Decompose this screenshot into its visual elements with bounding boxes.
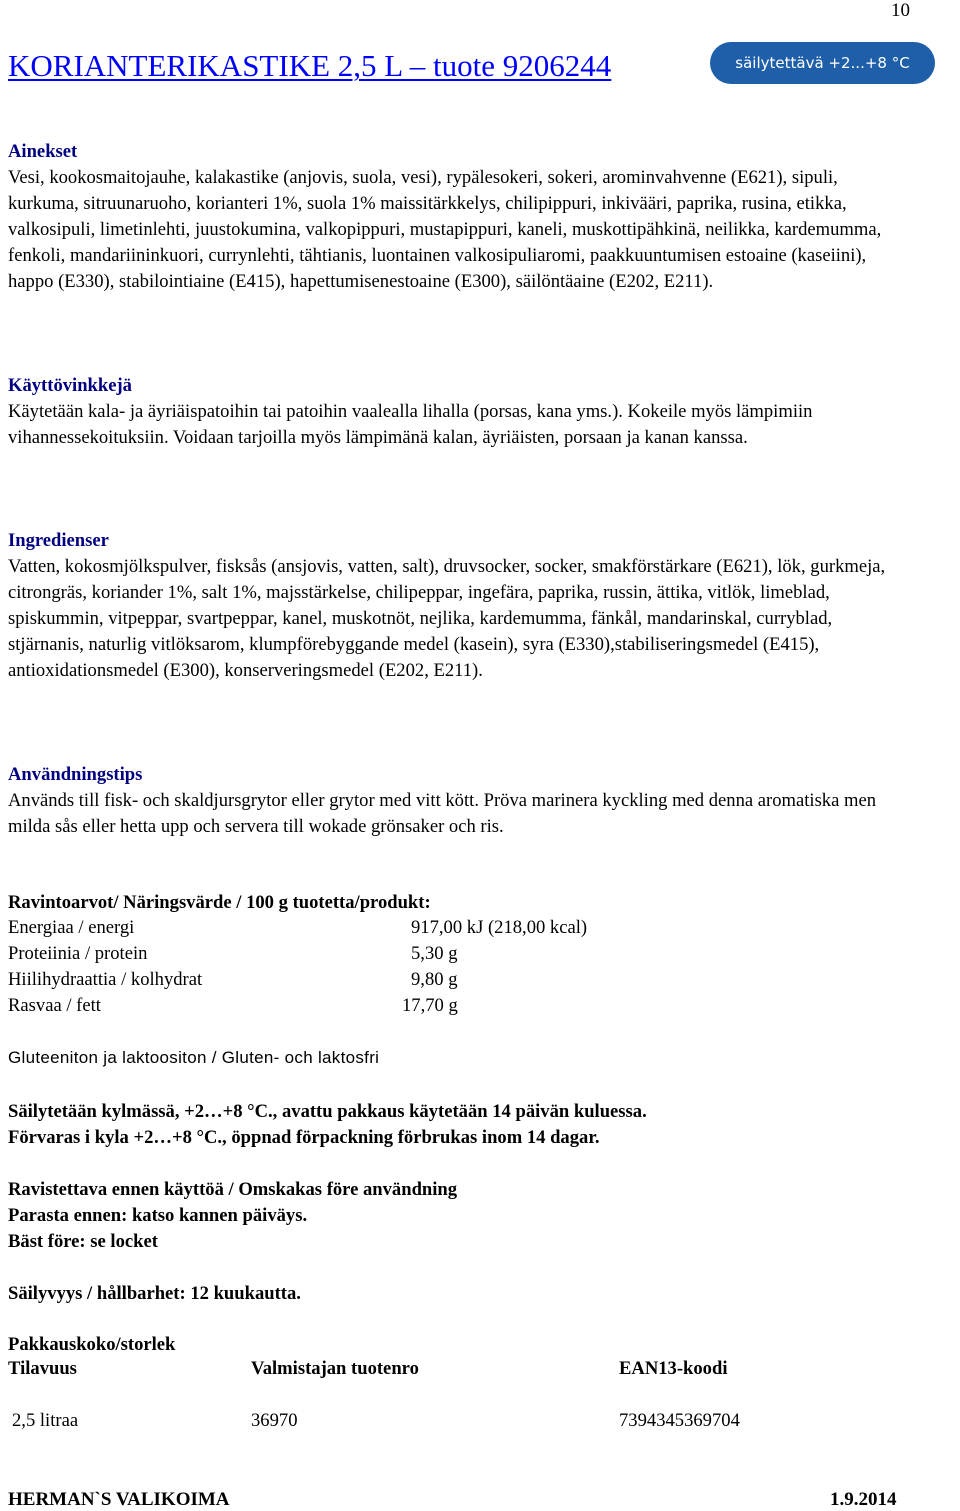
gluten-lactose-note: Gluteeniton ja laktoositon / Gluten- och laktosfri xyxy=(8,1048,380,1067)
kayttovinkkeja-heading: Käyttövinkkejä xyxy=(8,375,132,396)
nutrition-value-carbs: 9,80 g xyxy=(411,969,458,990)
page-title: KORIANTERIKASTIKE 2,5 L – tuote 9206244 xyxy=(8,48,612,83)
storage-fi: Säilytetään kylmässä, +2…+8 °C., avattu pakkaus käytetään 14 päivän kuluessa. xyxy=(8,1101,647,1122)
anvandningstips-heading: Användningstips xyxy=(8,764,143,785)
footer-brand: HERMAN`S VALIKOIMA xyxy=(8,1489,230,1510)
nutrition-value-energy: 917,00 kJ (218,00 kcal) xyxy=(411,917,588,938)
nutrition-label-protein: Proteiinia / protein xyxy=(8,943,148,964)
shake-note: Ravistettava ennen käyttöä / Omskakas före användning xyxy=(8,1179,458,1200)
ainekset-section xyxy=(8,139,898,295)
package-product-number: 36970 xyxy=(251,1410,298,1431)
storage-sv: Förvaras i kyla +2…+8 °C., öppnad förpackning förbrukas inom 14 dagar. xyxy=(8,1127,600,1148)
storage-badge: säilytettävä +2...+8 °C xyxy=(710,42,935,84)
ainekset-text: Vesi, kookosmaitojauhe, kalakastike (anjovis, suola, vesi), rypälesokeri, sokeri, arominvahvenne (E621), sipuli, kurkuma, sitruunaruoho, korianteri 1%, suola 1% maissitärkkelys, chilipippuri, inkivääri, paprika, rusina, etikka, valkosipuli, limetinlehti, juustokumina, valkopippuri, mustapippuri, kaneli, muskottipähkinä, neilikka, kardemumma, fenkoli, mandariininkuori, currynlehti, tähtianis, luontainen valkosipuliaromi, paakkuuntumisen estoaine (kaseiini), happo (E330), stabilointiaine (E415), hapettumisenestoaine (E300), säilöntäaine (E202, E211). xyxy=(8,167,882,292)
ainekset-heading: Ainekset xyxy=(8,141,78,162)
package-ean: 7394345369704 xyxy=(619,1410,740,1431)
package-col3-header: EAN13-koodi xyxy=(619,1358,728,1379)
nutrition-value-fat: 17,70 g xyxy=(402,995,458,1016)
kayttovinkkeja-text: Käytetään kala- ja äyriäispatoihin tai patoihin vaalealla lihalla (porsas, kana yms.). Kokeile myös lämpimiin vihannessekoituksiin. Voidaan tarjoilla myös lämpimänä kalan, äyriäisten, porsaan ja kanan kanssa. xyxy=(8,401,813,448)
nutrition-heading: Ravintoarvot/ Näringsvärde / 100 g tuotetta/produkt: xyxy=(8,892,431,913)
package-volume: 2,5 litraa xyxy=(12,1410,79,1431)
nutrition-value-protein: 5,30 g xyxy=(411,943,458,964)
ingredienser-section xyxy=(8,528,898,684)
anvandningstips-section xyxy=(8,762,898,840)
package-heading: Pakkauskoko/storlek xyxy=(8,1334,176,1355)
anvandningstips-text: Används till fisk- och skaldjursgrytor eller grytor med vitt kött. Pröva marinera kyckling med denna aromatiska men milda sås eller hetta upp och servera till wokade grönsaker och ris. xyxy=(8,790,877,837)
package-col1-header: Tilavuus xyxy=(8,1358,77,1379)
shelf-life: Säilyvyys / hållbarhet: 12 kuukautta. xyxy=(8,1283,301,1304)
best-before-fi: Parasta ennen: katso kannen päiväys. xyxy=(8,1205,308,1226)
ingredienser-heading: Ingredienser xyxy=(8,530,109,551)
best-before-sv: Bäst före: se locket xyxy=(8,1231,158,1252)
nutrition-label-energy: Energiaa / energi xyxy=(8,917,135,938)
package-col2-header: Valmistajan tuotenro xyxy=(251,1358,419,1379)
footer-date: 1.9.2014 xyxy=(830,1489,897,1510)
kayttovinkkeja-section xyxy=(8,373,898,451)
nutrition-label-carbs: Hiilihydraattia / kolhydrat xyxy=(8,969,203,990)
nutrition-label-fat: Rasvaa / fett xyxy=(8,995,101,1016)
ingredienser-text: Vatten, kokosmjölkspulver, fisksås (ansjovis, vatten, salt), druvsocker, socker, smakförstärkare (E621), lök, gurkmeja, citrongräs, koriander 1%, salt 1%, majsstärkelse, chilipeppar, ingefära, paprika, russin, ättika, vitlök, limeblad, spiskummin, vitpeppar, svartpeppar, kanel, muskotnöt, nejlika, kardemumma, fänkål, mandarinskal, curryblad, stjärnanis, naturlig vitlöksarom, klumpförebyggande medel (kasein), syra (E330),stabiliseringsmedel (E415), antioxidationsmedel (E300), konserveringsmedel (E202, E211). xyxy=(8,556,886,681)
page-number: 10 xyxy=(891,0,910,21)
